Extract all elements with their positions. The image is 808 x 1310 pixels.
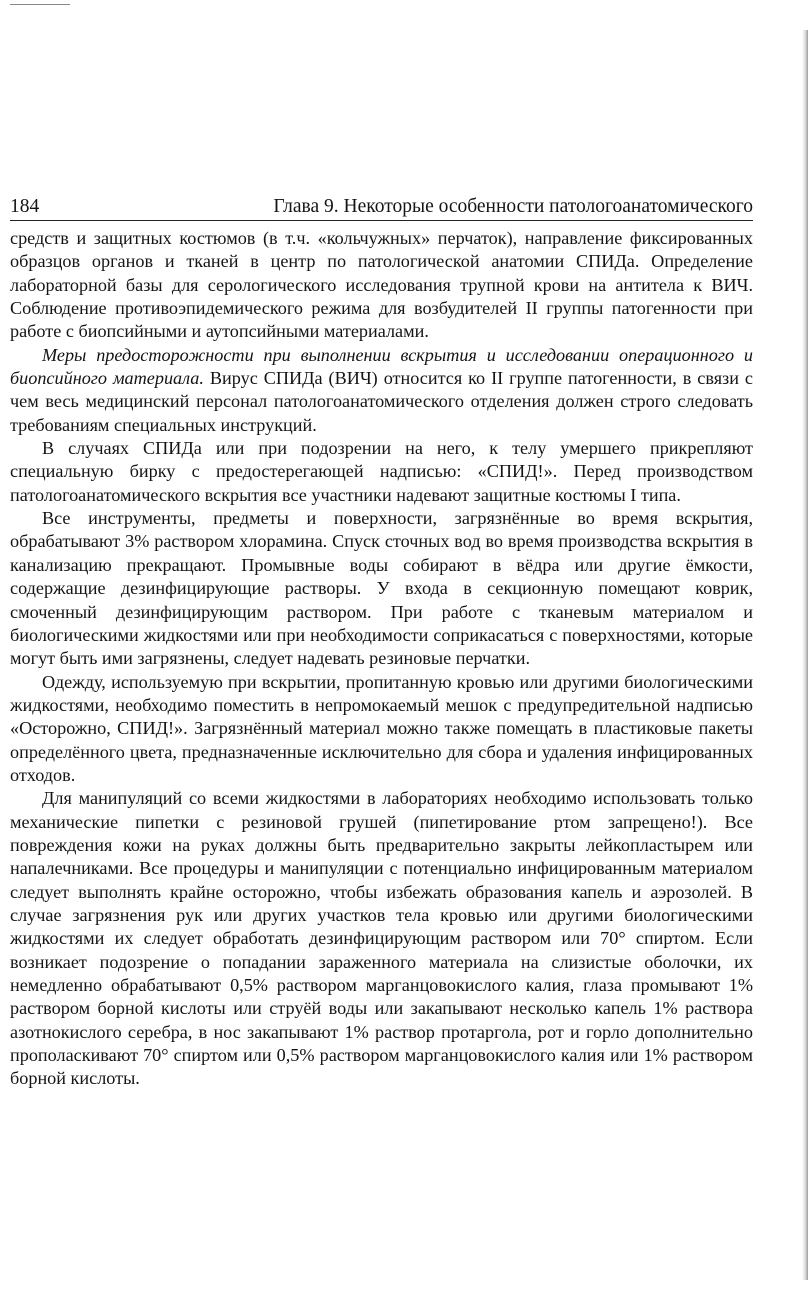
- paragraph-text: В случаях СПИДа или при подозрении на него, к телу умершего прикрепляют специальную бирку с предостерегающей надписью: «СПИД!». Перед производством патологоанатомического вскрытия все участники надевают защитные костюмы I типа.: [10, 438, 753, 505]
- running-header: [10, 190, 753, 218]
- paragraph-text: Одежду, используемую при вскрытии, пропитанную кровью или другими биологическими жидкостями, необходимо поместить в непромокаемый мешок с предупредительной надписью «Осторожно, СПИД!». Загрязнённый материал можно также помещать в пластиковые пакеты определённого цвета, предназначенные исключительно для сбора и удаления инфицированных отходов.: [10, 671, 753, 785]
- body-text: [10, 227, 753, 1091]
- page-number: 184: [10, 196, 40, 217]
- paragraph-text: Для манипуляций со всеми жидкостями в лабораториях необходимо использовать только механические пипетки с резиновой грушей (пипетирование ртом запрещено!). Все повреждения кожи на руках должны быть предварительно закрыты лейкопластырем или напалечниками. Все процедуры и манипуляции с потенциально инфицированным материалом следует выполнять крайне осторожно, чтобы избежать образования капель и аэрозолей. В случае загрязнения рук или других участков тела кровью или другими биологическими жидкостями их следует обработать дезинфицирующим раствором или 70° спиртом. Если возникает подозрение о попадании зараженного материала на слизистые оболочки, их немедленно обрабатывают 0,5% раствором марганцовокислого калия, глаза промывают 1% раствором борной кислоты или струёй воды или закапывают несколько капель 1% раствора азотнокислого серебра, в нос закапывают 1% раствор протаргола, рот и горло дополнительно прополаскивают 70° спиртом или 0,5% раствором марганцовокислого калия или 1% раствором борной кислоты.: [10, 788, 753, 1089]
- header-rule: [10, 220, 753, 221]
- paragraph-continued: [10, 227, 753, 344]
- chapter-title: Глава 9. Некоторые особенности патологоанатомического: [273, 196, 753, 217]
- paragraph-text: Все инструменты, предметы и поверхности, загрязнённые во время вскрытия, обрабатывают 3% раствором хлорамина. Спуск сточных вод во время производства вскрытия в канализацию прекращают. Промывные воды собирают в вёдра или другие ёмкости, содержащие дезинфицирующие растворы. У входа в секционную помещают коврик, смоченный дезинфицирующим раствором. При работе с тканевым материалом и биологическими жидкостями или при необходимости соприкасаться с поверхностями, которые могут быть ими загрязнены, следует надевать резиновые перчатки.: [10, 508, 753, 669]
- paragraph-text: средств и защитных костюмов (в т.ч. «кольчужных» перчаток), направление фиксированных образцов органов и тканей в центр по патологической анатомии СПИДа. Определение лабораторной базы для серологического исследования трупной крови на антитела к ВИЧ. Соблюдение противоэпидемического режима для возбудителей II группы патогенности при работе с биопсийными и аутопсийными материалами.: [10, 228, 753, 342]
- paragraph-clothing: [10, 671, 753, 788]
- page-edge-shadow: [802, 30, 808, 1280]
- paragraph-body-tag: [10, 437, 753, 507]
- paragraph-instruments: [10, 507, 753, 670]
- paragraph-liquids: [10, 787, 753, 1090]
- paragraph-precautions: [10, 344, 753, 437]
- paragraph-italic-heading: Меры предосторожности при выполнении вскрытия и исследовании операционного и биопсийного материала.: [10, 344, 753, 389]
- paragraph-text: Вирус СПИДа (ВИЧ) относится ко II группе патогенности, в связи с чем весь медицинский персонал патологоанатомического отделения должен строго следовать требованиям специальных инструкций.: [10, 368, 753, 435]
- scan-mark: [10, 4, 70, 5]
